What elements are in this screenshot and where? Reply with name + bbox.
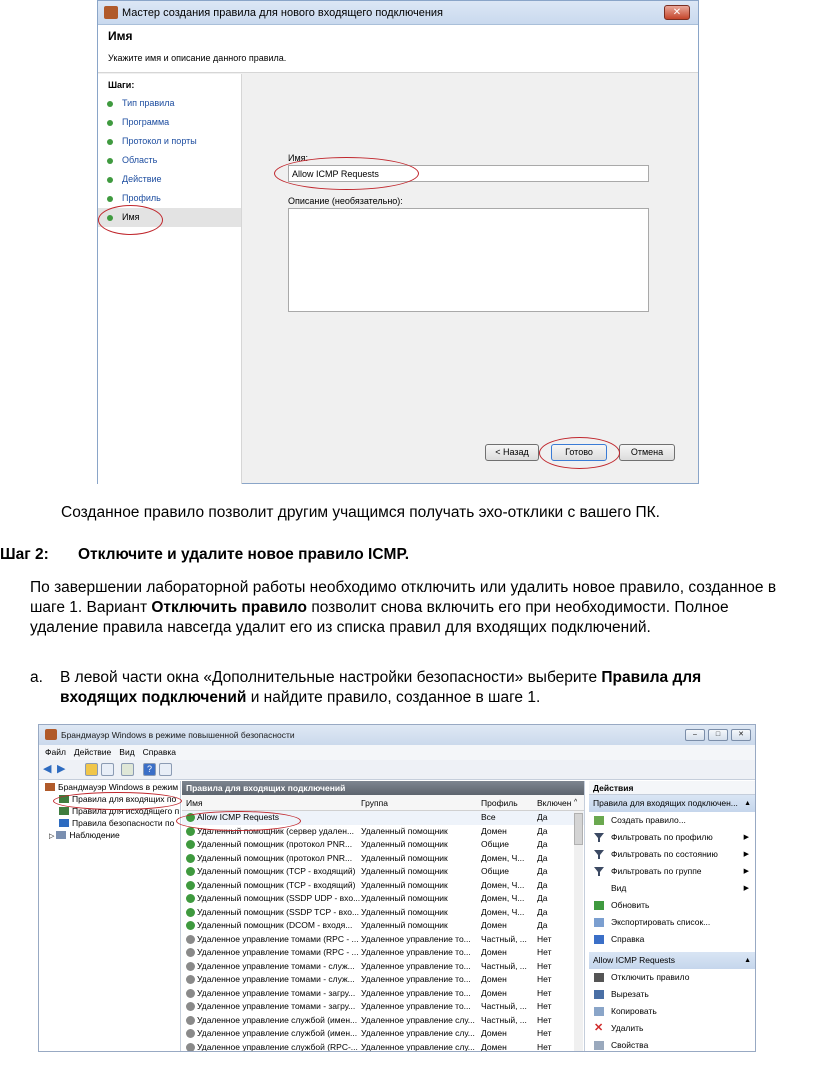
new-rule-icon — [594, 816, 604, 825]
console-titlebar — [39, 725, 755, 745]
description-label: Описание (необязательно): — [288, 196, 403, 206]
step2-number: Шаг 2: — [0, 546, 49, 563]
column-header-2[interactable]: Группа — [361, 798, 388, 808]
back-button[interactable]: < Назад — [485, 444, 539, 461]
row-group: Удаленное управление то... — [361, 1001, 471, 1011]
tree-item-label: Наблюдение — [69, 830, 120, 840]
row-enabled: Нет — [537, 974, 552, 984]
row-name: Удаленное управление томами - загру... — [197, 987, 356, 998]
row-enabled: Да — [537, 812, 548, 822]
row-profile: Домен — [481, 987, 507, 998]
wizard-header — [98, 25, 698, 73]
action-label: Вид — [611, 883, 627, 893]
row-enabled: Нет — [537, 960, 552, 971]
row-enabled: Нет — [537, 987, 552, 998]
action-item[interactable] — [589, 863, 756, 880]
row-profile: Все — [481, 812, 496, 822]
folder-up-icon[interactable] — [85, 763, 98, 776]
highlight-ring — [274, 157, 419, 190]
row-name: Удаленный помощник (сервер удален... — [197, 825, 355, 836]
list-marker: a. — [30, 669, 43, 686]
table-row[interactable] — [182, 973, 584, 987]
row-enabled: Нет — [537, 1028, 552, 1038]
row-profile: Домен, Ч... — [481, 906, 525, 917]
row-profile: Частный, ... — [481, 1014, 527, 1025]
action-label: Фильтровать по группе — [611, 866, 702, 876]
maximize-button[interactable]: □ — [708, 729, 728, 741]
filter-icon — [594, 867, 604, 876]
wizard-step-6[interactable]: Профиль — [98, 189, 241, 208]
step2-text: позволит снова включить его при необходимости. Полное удаление правила навсегда удалит его из списка правил для входящих подключений. — [30, 599, 729, 636]
actions-section-rules[interactable]: Правила для входящих подключен... ▲ — [589, 795, 756, 812]
column-header-1[interactable]: Имя — [186, 798, 203, 808]
row-group: Удаленный помощник — [361, 825, 448, 836]
action-label: Обновить — [611, 900, 650, 910]
action-label: Вырезать — [611, 989, 649, 999]
close-button[interactable]: ✕ — [664, 5, 690, 20]
action-item[interactable] — [589, 969, 756, 986]
row-profile: Частный, ... — [481, 933, 527, 944]
wizard-steps-panel — [98, 74, 242, 484]
action-label: Фильтровать по профилю — [611, 832, 713, 842]
enabled-rule-icon — [186, 894, 195, 903]
row-profile: Частный, ... — [481, 1001, 527, 1011]
row-group: Удаленное управление слу... — [361, 1041, 475, 1052]
row-name: Удаленное управление томами (RPC - ... — [197, 933, 359, 944]
step2-text: По завершении лабораторной работы необходимо отключить или удалить новое правило, созданное в шаге 1. Вариант — [30, 579, 777, 616]
column-header-3[interactable]: Профиль — [481, 798, 518, 808]
step2-paragraph — [30, 578, 800, 638]
row-profile: Домен, Ч... — [481, 879, 525, 890]
outbound-rules-icon — [59, 807, 69, 815]
action-item[interactable] — [589, 829, 756, 846]
row-group: Удаленный помощник — [361, 839, 448, 849]
action-item[interactable] — [589, 846, 756, 863]
name-label: Имя: — [288, 153, 309, 163]
action-item[interactable] — [589, 880, 756, 897]
wizard-step-3[interactable]: Протокол и порты — [98, 132, 241, 151]
row-name: Удаленное управление службой (RPC-... — [197, 1041, 358, 1052]
row-enabled: Нет — [537, 1014, 552, 1025]
table-row[interactable] — [182, 852, 584, 866]
table-row[interactable] — [182, 987, 584, 1001]
row-profile: Домен — [481, 974, 507, 984]
row-name: Удаленное управление томами (RPC - ... — [197, 947, 359, 957]
table-row[interactable] — [182, 960, 584, 974]
highlight-ring — [176, 811, 301, 831]
menu-item[interactable]: Файл — [45, 747, 66, 757]
step2-heading: Отключите и удалите новое правило ICMP. — [78, 546, 410, 563]
copy-icon — [594, 1007, 604, 1016]
row-profile: Домен, Ч... — [481, 852, 525, 863]
disabled-rule-icon — [186, 1002, 195, 1011]
tree-item-label: Брандмауэр Windows в режим — [58, 782, 179, 792]
action-label: Создать правило... — [611, 815, 686, 825]
disabled-rule-icon — [186, 1016, 195, 1025]
export-icon[interactable] — [121, 763, 134, 776]
show-hide-tree-icon[interactable] — [101, 763, 114, 776]
item-a-bold: Правила для входящих подключений — [60, 669, 702, 706]
enabled-rule-icon — [186, 867, 195, 876]
action-item[interactable] — [589, 931, 756, 948]
column-headers — [182, 795, 584, 811]
table-row[interactable] — [182, 1041, 584, 1053]
action-label: Свойства — [611, 1040, 649, 1050]
firewall-console-window — [38, 724, 756, 1052]
row-enabled: Нет — [537, 933, 552, 944]
row-profile: Домен — [481, 920, 507, 930]
row-name: Удаленный помощник (SSDP UDP - вхо... — [197, 893, 360, 903]
table-row[interactable] — [182, 933, 584, 947]
cancel-button[interactable]: Отмена — [619, 444, 675, 461]
row-name: Allow ICMP Requests — [197, 812, 280, 822]
action-item[interactable] — [589, 1003, 756, 1020]
menu-item[interactable]: Вид — [119, 747, 135, 757]
toolbar — [39, 760, 755, 780]
actions-section-selected[interactable]: Allow ICMP Requests ▲ — [589, 952, 756, 969]
highlight-ring — [53, 792, 182, 810]
wizard-page-description: Укажите имя и описание данного правила. — [108, 53, 287, 63]
row-profile: Домен — [481, 1028, 507, 1038]
forward-arrow-icon[interactable]: ▶ — [57, 763, 66, 775]
tree-item[interactable] — [39, 829, 180, 841]
row-profile: Общие — [481, 839, 509, 849]
row-enabled: Да — [537, 879, 548, 890]
tree-item-label: Правила безопасности по — [72, 818, 175, 828]
rules-list — [182, 811, 584, 1052]
monitoring-icon — [56, 831, 66, 839]
row-enabled: Да — [537, 839, 548, 849]
firewall-icon — [45, 729, 57, 740]
action-item[interactable] — [589, 1037, 756, 1052]
table-row[interactable] — [182, 838, 584, 852]
table-row[interactable] — [182, 865, 584, 879]
submenu-arrow-icon: ▶ — [743, 851, 749, 858]
properties-icon — [594, 1041, 604, 1050]
expand-arrow-icon[interactable]: ▷ — [49, 833, 55, 840]
column-header-4[interactable]: Включен — [537, 798, 572, 808]
actions-pane — [589, 781, 756, 1052]
row-name: Удаленный помощник (TCP - входящий) — [197, 879, 356, 890]
row-profile: Домен, Ч... — [481, 893, 525, 903]
enabled-rule-icon — [186, 908, 195, 917]
rules-pane-header: Правила для входящих подключений — [182, 781, 584, 795]
row-enabled: Нет — [537, 947, 552, 957]
row-profile: Частный, ... — [481, 960, 527, 971]
filter-icon — [594, 833, 604, 842]
submenu-arrow-icon: ▶ — [743, 834, 749, 841]
sort-arrow-icon: ^ — [574, 799, 578, 806]
row-enabled: Нет — [537, 1041, 552, 1052]
wizard-step-7[interactable]: Имя — [98, 208, 241, 227]
row-group: Удаленный помощник — [361, 906, 448, 917]
disabled-rule-icon — [186, 962, 195, 971]
highlight-ring — [539, 437, 620, 469]
finish-button[interactable]: Готово — [551, 444, 607, 461]
row-name: Удаленное управление службой (имен... — [197, 1014, 358, 1025]
row-group: Удаленное управление то... — [361, 933, 471, 944]
disabled-rule-icon — [186, 1029, 195, 1038]
tree-item-label: Правила для исходящего п — [72, 806, 180, 816]
row-name: Удаленное управление службой (имен... — [197, 1028, 358, 1038]
wizard-step-2[interactable]: Программа — [98, 113, 241, 132]
tree-item[interactable] — [39, 817, 180, 829]
row-name: Удаленный помощник (SSDP TCP - вхо... — [197, 906, 360, 917]
step2-bold: Отключить правило — [151, 599, 308, 616]
action-label: Фильтровать по состоянию — [611, 849, 718, 859]
row-enabled: Да — [537, 920, 548, 930]
action-item[interactable] — [589, 812, 756, 829]
action-item[interactable] — [589, 897, 756, 914]
table-row[interactable] — [182, 906, 584, 920]
wizard-step-1[interactable]: Тип правила — [98, 94, 241, 113]
action-label: Удалить — [611, 1023, 644, 1033]
close-button[interactable]: ✕ — [731, 729, 751, 741]
row-group: Удаленный помощник — [361, 866, 448, 876]
row-group: Удаленное управление то... — [361, 987, 471, 998]
enabled-rule-icon — [186, 840, 195, 849]
menu-item[interactable]: Действие — [73, 747, 112, 757]
row-group: Удаленное управление то... — [361, 974, 471, 984]
row-name: Удаленный помощник (протокол PNR... — [197, 852, 353, 863]
firewall-icon — [45, 783, 55, 791]
submenu-arrow-icon: ▶ — [743, 885, 749, 892]
row-group: Удаленный помощник — [361, 920, 448, 930]
row-enabled: Да — [537, 825, 548, 836]
security-rules-icon — [59, 819, 69, 827]
table-row[interactable] — [182, 892, 584, 906]
row-group: Удаленное управление слу... — [361, 1028, 475, 1038]
row-enabled: Да — [537, 866, 548, 876]
action-label: Справка — [611, 934, 645, 944]
wizard-step-4[interactable]: Область — [98, 151, 241, 170]
action-label: Экспортировать список... — [611, 917, 711, 927]
row-enabled: Да — [537, 893, 548, 903]
row-group: Удаленное управление то... — [361, 960, 471, 971]
table-row[interactable] — [182, 1014, 584, 1028]
row-enabled: Да — [537, 906, 548, 917]
row-profile: Домен — [481, 1041, 507, 1052]
disabled-rule-icon — [186, 1043, 195, 1052]
row-profile: Домен — [481, 947, 507, 957]
action-item[interactable] — [589, 986, 756, 1003]
description-field[interactable] — [288, 208, 649, 312]
delete-icon: ✕ — [594, 1022, 604, 1034]
actions-title: Действия — [589, 781, 756, 795]
table-row[interactable] — [182, 879, 584, 893]
row-name: Удаленный помощник (протокол PNR... — [197, 839, 353, 849]
name-field[interactable]: Allow ICMP Requests — [288, 165, 649, 182]
wizard-titlebar — [98, 1, 698, 25]
scrollbar[interactable] — [574, 811, 583, 1052]
wizard-step-5[interactable]: Действие — [98, 170, 241, 189]
disable-icon — [594, 973, 604, 982]
row-group: Удаленное управление то... — [361, 947, 471, 957]
help-icon[interactable]: ? — [143, 763, 156, 776]
export-icon — [594, 918, 604, 927]
menu-bar — [39, 745, 755, 760]
table-row[interactable] — [182, 946, 584, 960]
disabled-rule-icon — [186, 989, 195, 998]
row-name: Удаленное управление томами - служ... — [197, 960, 355, 971]
filter-icon — [594, 850, 604, 859]
action-item[interactable] — [589, 1020, 756, 1037]
table-row[interactable] — [182, 919, 584, 933]
highlight-ring — [98, 205, 163, 235]
action-item[interactable] — [589, 914, 756, 931]
action-label: Отключить правило — [611, 972, 690, 982]
enabled-rule-icon — [186, 854, 195, 863]
row-enabled: Нет — [537, 1001, 552, 1011]
row-group: Удаленный помощник — [361, 852, 448, 863]
refresh-icon — [594, 901, 604, 910]
row-enabled: Да — [537, 852, 548, 863]
row-group: Удаленный помощник — [361, 879, 448, 890]
row-group: Удаленное управление слу... — [361, 1014, 475, 1025]
submenu-arrow-icon: ▶ — [743, 868, 749, 875]
row-name: Удаленный помощник (DCOM - входя... — [197, 920, 353, 930]
menu-item[interactable]: Справка — [142, 747, 177, 757]
row-name: Удаленное управление томами - загру... — [197, 1001, 356, 1011]
steps-title: Шаги: — [108, 80, 135, 90]
enabled-rule-icon — [186, 921, 195, 930]
scrollbar-thumb[interactable] — [574, 813, 583, 845]
item-a-text: и найдите правило, созданное в шаге 1. — [246, 689, 541, 706]
tree-item-label: Правила для входящих по — [72, 794, 177, 804]
table-row[interactable] — [182, 1000, 584, 1014]
disabled-rule-icon — [186, 975, 195, 984]
firewall-icon — [104, 6, 118, 19]
wizard-title: Мастер создания правила для нового входящего подключения — [122, 7, 443, 19]
wizard-window — [97, 0, 699, 484]
navigation-tree — [39, 781, 181, 1052]
action-label: Копировать — [611, 1006, 657, 1016]
back-arrow-icon[interactable]: ◀ — [43, 763, 52, 775]
disabled-rule-icon — [186, 935, 195, 944]
result-paragraph: Созданное правило позволит другим учащимся получать эхо-отклики с вашего ПК. — [61, 504, 660, 521]
row-profile: Общие — [481, 866, 509, 876]
minimize-button[interactable]: – — [685, 729, 705, 741]
list-item-a — [60, 668, 780, 708]
row-group: Удаленный помощник — [361, 893, 448, 903]
row-name: Удаленное управление томами - служ... — [197, 974, 355, 984]
table-row[interactable] — [182, 1027, 584, 1041]
row-profile: Домен — [481, 825, 507, 836]
help-icon — [594, 935, 604, 944]
console-title: Брандмауэр Windows в режиме повышенной безопасности — [61, 730, 295, 740]
enabled-rule-icon — [186, 881, 195, 890]
item-a-text: В левой части окна «Дополнительные настройки безопасности» выберите — [60, 669, 602, 686]
disabled-rule-icon — [186, 948, 195, 957]
cut-icon — [594, 990, 604, 999]
row-name: Удаленный помощник (TCP - входящий) — [197, 866, 356, 876]
console-pane-icon[interactable] — [159, 763, 172, 776]
wizard-page-title: Имя — [108, 29, 133, 43]
